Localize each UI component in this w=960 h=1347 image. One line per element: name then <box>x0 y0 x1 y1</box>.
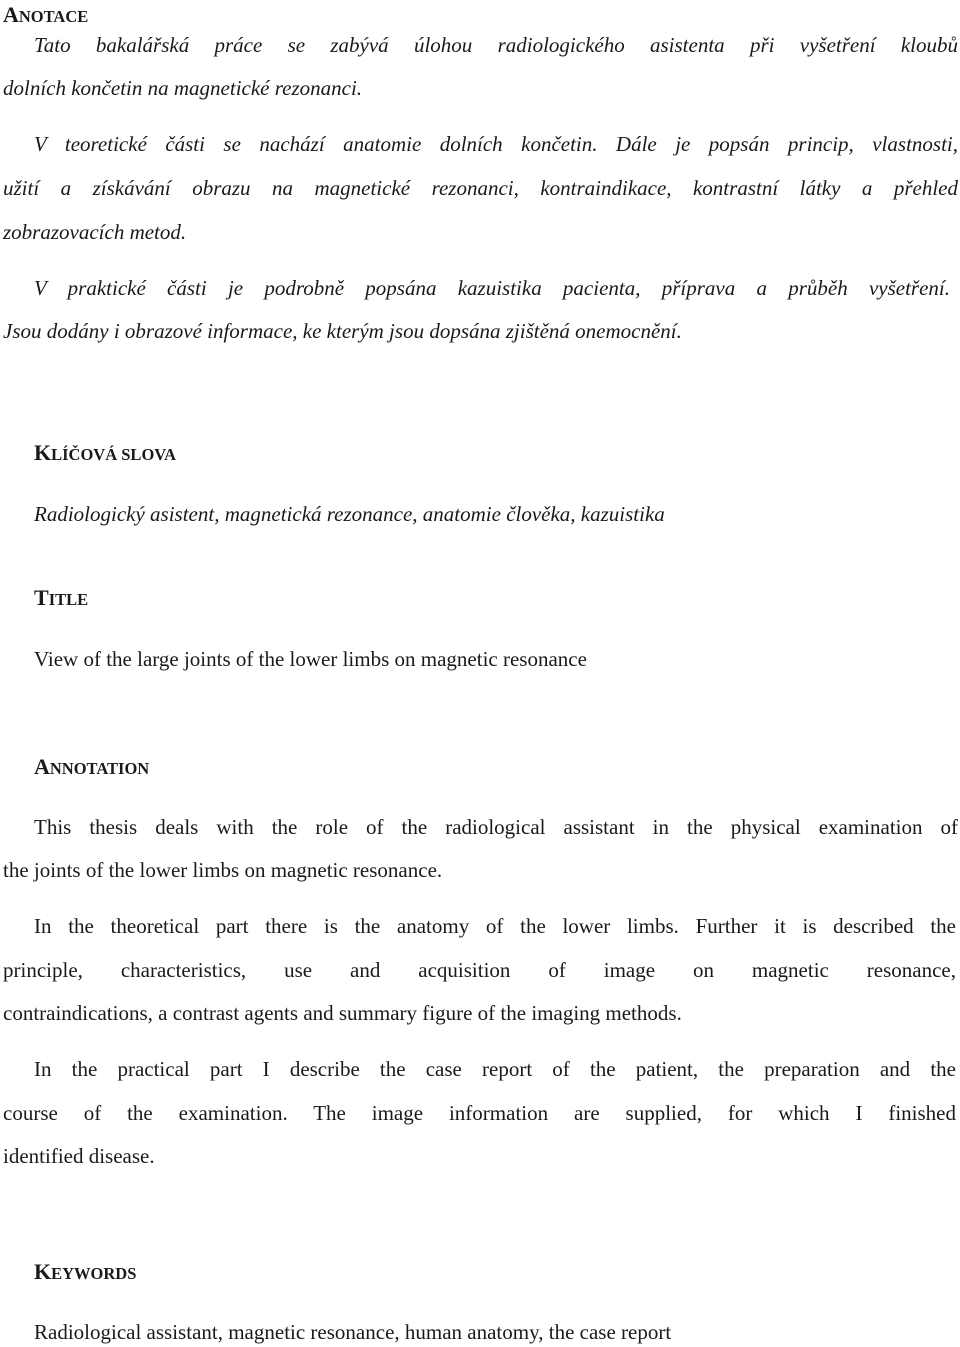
anotace-p1-line1: Tato bakalářská práce se zabývá úlohou radiologického asistenta při vyšetření kloubů <box>34 33 958 57</box>
annotation-heading: ANNOTATION <box>34 754 150 779</box>
annotation-p1-line2: the joints of the lower limbs on magnetic resonance. <box>3 858 443 882</box>
anotace-p2-line2: užití a získávání obrazu na magnetické rezonanci, kontraindikace, kontrastní látky a přehled <box>3 176 958 200</box>
annotation-p1-line1: This thesis deals with the role of the radiological assistant in the physical examination of <box>34 815 958 839</box>
annotation-p3-line3: identified disease. <box>3 1144 155 1168</box>
anotace-p3-line2: Jsou dodány i obrazové informace, ke kterým jsou dopsána zjištěná onemocnění. <box>3 319 682 343</box>
annotation-p2-line2: principle, characteristics, use and acquisition of image on magnetic resonance, <box>3 958 956 982</box>
anotace-p3-line1: V praktické části je podrobně popsána kazuistika pacienta, příprava a průběh vyšetření. <box>34 276 950 300</box>
klicova-slova-text: Radiologický asistent, magnetická rezonance, anatomie člověka, kazuistika <box>34 502 665 526</box>
annotation-p3-line1: In the practical part I describe the case report of the patient, the preparation and the <box>34 1057 956 1081</box>
annotation-p2-line3: contraindications, a contrast agents and summary figure of the imaging methods. <box>3 1001 682 1025</box>
keywords-heading: KEYWORDS <box>34 1259 137 1284</box>
title-heading: TITLE <box>34 585 89 610</box>
keywords-text: Radiological assistant, magnetic resonance, human anatomy, the case report <box>34 1320 672 1344</box>
anotace-heading: ANOTACE <box>3 2 89 27</box>
anotace-p2-line3: zobrazovacích metod. <box>3 220 187 244</box>
title-text: View of the large joints of the lower limbs on magnetic resonance <box>34 647 587 671</box>
anotace-p1-line2: dolních končetin na magnetické rezonanci. <box>3 76 363 100</box>
annotation-p2-line1: In the theoretical part there is the anatomy of the lower limbs. Further it is described the <box>34 914 956 938</box>
klicova-slova-heading: KLÍČOVÁ SLOVA <box>34 440 176 465</box>
annotation-p3-line2: course of the examination. The image information are supplied, for which I finished <box>3 1101 956 1125</box>
anotace-p2-line1: V teoretické části se nachází anatomie dolních končetin. Dále je popsán princip, vlastnosti, <box>34 132 958 156</box>
